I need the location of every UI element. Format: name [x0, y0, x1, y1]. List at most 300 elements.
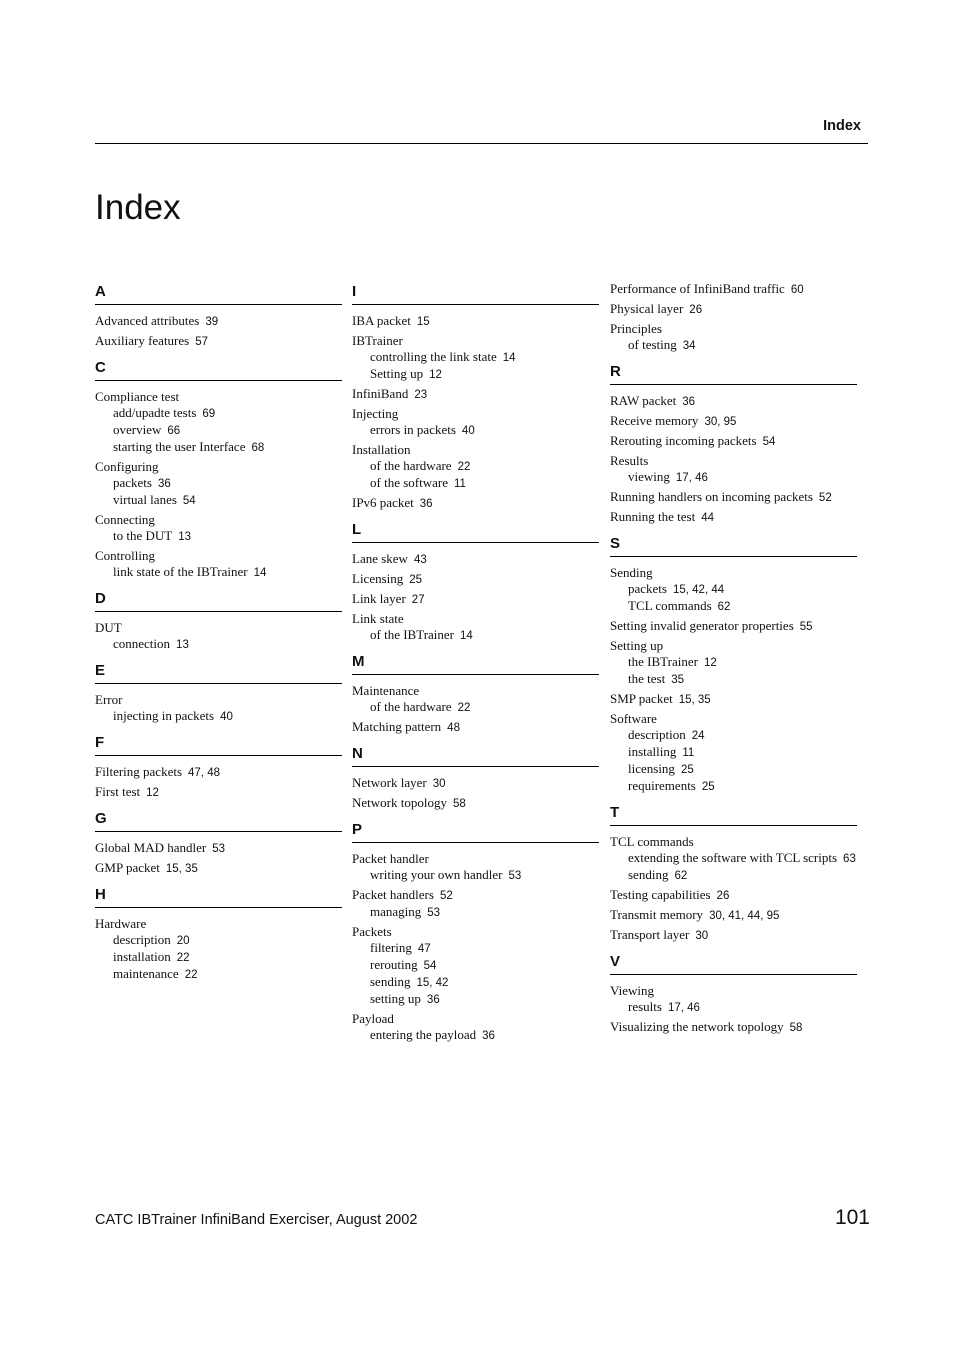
- index-entry: [610, 509, 857, 526]
- section-letter: A: [95, 281, 342, 305]
- index-section: [352, 819, 599, 1044]
- index-page-ref: 62: [717, 601, 731, 613]
- index-entry-group: [352, 442, 599, 492]
- index-entry: [352, 1011, 599, 1027]
- index-subentry: [610, 469, 857, 486]
- page-title: Index: [95, 188, 181, 227]
- index-page-ref: 60: [790, 284, 804, 296]
- index-term: Testing capabilities: [610, 887, 711, 902]
- index-term: Principles: [610, 321, 662, 336]
- index-term: entering the payload: [370, 1027, 477, 1042]
- index-subentry: [352, 867, 599, 884]
- index-page-ref: 25: [701, 781, 715, 793]
- index-subentry: [352, 475, 599, 492]
- index-subentry: [95, 422, 342, 439]
- index-term: to the DUT: [113, 528, 173, 543]
- index-page-ref: 68: [251, 442, 265, 454]
- index-entry: [352, 719, 599, 736]
- index-entry: [610, 489, 857, 506]
- index-page-ref: 47, 48: [188, 767, 220, 779]
- section-letter: M: [352, 651, 599, 675]
- index-entry: [610, 834, 857, 850]
- index-section: [610, 281, 857, 354]
- index-entry-group: [352, 571, 599, 588]
- index-term: Advanced attributes: [95, 313, 200, 328]
- index-page-ref: 54: [762, 436, 776, 448]
- index-entry: [352, 611, 599, 627]
- index-subentry: [95, 528, 342, 545]
- index-page-ref: 52: [818, 492, 832, 504]
- index-subentry: [95, 966, 342, 983]
- index-term: Auxiliary features: [95, 333, 190, 348]
- index-page-ref: 66: [167, 425, 181, 437]
- index-term: sending: [370, 974, 411, 989]
- index-term: GMP packet: [95, 860, 160, 875]
- index-entry-group: [352, 887, 599, 921]
- index-entry: [352, 333, 599, 349]
- index-term: of testing: [628, 337, 677, 352]
- index-page-ref: 12: [703, 657, 717, 669]
- index-page-ref: 30: [432, 778, 446, 790]
- index-entry: [610, 281, 857, 298]
- index-entry: [95, 548, 342, 564]
- index-page-ref: 11: [453, 478, 466, 490]
- page-number: 101: [834, 1206, 870, 1229]
- index-term: Receive memory: [610, 413, 699, 428]
- section-letter: I: [352, 281, 599, 305]
- index-entry-group: [610, 281, 857, 298]
- index-term: IBTrainer: [352, 333, 403, 348]
- index-entry-group: [610, 907, 857, 924]
- index-page-ref: 54: [423, 960, 437, 972]
- index-entry: [352, 551, 599, 568]
- index-page-ref: 36: [682, 396, 696, 408]
- index-page-ref: 26: [689, 304, 703, 316]
- index-page-ref: 23: [414, 389, 428, 401]
- index-entry-group: [95, 840, 342, 857]
- index-entry: [352, 571, 599, 588]
- index-page-ref: 30: [695, 930, 709, 942]
- index-column-2: [352, 281, 599, 1051]
- index-subentry: [610, 778, 857, 795]
- index-entry: [352, 495, 599, 512]
- index-page-ref: 12: [146, 787, 159, 799]
- index-term: overview: [113, 422, 162, 437]
- index-entry-group: [610, 638, 857, 688]
- index-term: installing: [628, 744, 677, 759]
- index-entry-group: [610, 711, 857, 795]
- index-entry-group: [95, 333, 342, 350]
- index-page-ref: 25: [409, 574, 423, 586]
- section-letter: H: [95, 884, 342, 908]
- index-page-ref: 43: [413, 554, 427, 566]
- index-entry: [610, 691, 857, 708]
- index-term: Physical layer: [610, 301, 684, 316]
- index-page-ref: 39: [205, 316, 219, 328]
- index-term: the test: [628, 671, 666, 686]
- index-entry-group: [352, 851, 599, 884]
- index-page-ref: 44: [701, 512, 715, 524]
- index-term: Transport layer: [610, 927, 690, 942]
- index-term: description: [628, 727, 686, 742]
- index-page-ref: 52: [439, 890, 453, 902]
- index-entry: [610, 433, 857, 450]
- index-entry-group: [352, 1011, 599, 1044]
- index-subentry: [352, 349, 599, 366]
- index-entry: [352, 442, 599, 458]
- section-letter: N: [352, 743, 599, 767]
- index-term: setting up: [370, 991, 421, 1006]
- index-term: Software: [610, 711, 657, 726]
- index-subentry: [610, 867, 857, 884]
- index-page-ref: 17, 46: [667, 1002, 700, 1014]
- index-subentry: [610, 999, 857, 1016]
- index-term: controlling the link state: [370, 349, 497, 364]
- index-term: Connecting: [95, 512, 155, 527]
- index-entry: [352, 313, 599, 330]
- section-letter: F: [95, 732, 342, 756]
- index-term: of the IBTrainer: [370, 627, 455, 642]
- index-term: Running handlers on incoming packets: [610, 489, 813, 504]
- index-page-ref: 14: [460, 630, 473, 642]
- index-subentry: [95, 475, 342, 492]
- index-term: requirements: [628, 778, 696, 793]
- index-term: Payload: [352, 1011, 394, 1026]
- index-page-ref: 40: [461, 425, 475, 437]
- index-entry-group: [610, 691, 857, 708]
- index-entry-group: [95, 548, 342, 581]
- index-term: Hardware: [95, 916, 147, 931]
- index-entry-group: [610, 489, 857, 506]
- index-term: TCL commands: [628, 598, 712, 613]
- index-page-ref: 53: [508, 870, 522, 882]
- index-page-ref: 57: [195, 336, 209, 348]
- index-entry: [95, 459, 342, 475]
- index-entry: [95, 313, 342, 330]
- index-subentry: [352, 991, 599, 1008]
- index-entry: [610, 1019, 857, 1036]
- index-term: packets: [113, 475, 152, 490]
- index-term: IPv6 packet: [352, 495, 414, 510]
- header-rule: [95, 143, 868, 144]
- index-entry: [610, 565, 857, 581]
- index-section: [95, 588, 342, 653]
- index-entry-group: [610, 433, 857, 450]
- index-section: [95, 884, 342, 983]
- index-entry-group: [610, 1019, 857, 1036]
- index-term: Filtering packets: [95, 764, 183, 779]
- index-page-ref: 24: [691, 730, 705, 742]
- index-term: licensing: [628, 761, 675, 776]
- index-subentry: [95, 564, 342, 581]
- section-letter: E: [95, 660, 342, 684]
- index-page-ref: 36: [482, 1030, 495, 1042]
- index-page-ref: 36: [426, 994, 440, 1006]
- index-term: starting the user Interface: [113, 439, 246, 454]
- index-entry-group: [610, 393, 857, 410]
- index-page-ref: 15, 42, 44: [672, 584, 725, 596]
- running-header: Index: [823, 118, 861, 134]
- index-term: DUT: [95, 620, 122, 635]
- index-page-ref: 22: [184, 969, 198, 981]
- index-subentry: [95, 949, 342, 966]
- section-letter: G: [95, 808, 342, 832]
- index-page-ref: 15, 42: [416, 977, 449, 989]
- index-section: [95, 808, 342, 877]
- index-section: [95, 660, 342, 725]
- index-subentry: [95, 932, 342, 949]
- index-entry: [352, 406, 599, 422]
- index-entry-group: [95, 620, 342, 653]
- index-subentry: [610, 761, 857, 778]
- index-entry-group: [352, 795, 599, 812]
- index-subentry: [610, 654, 857, 671]
- index-entry: [352, 924, 599, 940]
- index-entry-group: [352, 683, 599, 716]
- index-entry: [95, 692, 342, 708]
- index-term: Viewing: [610, 983, 654, 998]
- index-section: [95, 732, 342, 801]
- index-page-ref: 30, 41, 44, 95: [709, 910, 780, 922]
- index-term: Sending: [610, 565, 653, 580]
- index-entry-group: [610, 983, 857, 1016]
- index-entry-group: [352, 775, 599, 792]
- index-subentry: [95, 405, 342, 422]
- index-page-ref: 25: [680, 764, 694, 776]
- index-page-ref: 63: [843, 853, 856, 865]
- index-page-ref: 55: [799, 621, 813, 633]
- index-term: rerouting: [370, 957, 418, 972]
- index-term: Global MAD handler: [95, 840, 207, 855]
- index-page-ref: 11: [682, 747, 695, 759]
- index-entry: [95, 764, 342, 781]
- index-subentry: [352, 974, 599, 991]
- index-page-ref: 20: [176, 935, 190, 947]
- index-page-ref: 69: [202, 408, 216, 420]
- index-subentry: [610, 671, 857, 688]
- index-page-ref: 14: [253, 567, 267, 579]
- index-section: [352, 651, 599, 736]
- index-term: Matching pattern: [352, 719, 442, 734]
- index-term: of the hardware: [370, 699, 452, 714]
- index-term: Link state: [352, 611, 404, 626]
- index-entry-group: [610, 509, 857, 526]
- index-subentry: [95, 439, 342, 456]
- index-entry: [95, 916, 342, 932]
- index-entry-group: [95, 512, 342, 545]
- index-term: virtual lanes: [113, 492, 177, 507]
- footer-doc-title: CATC IBTrainer InfiniBand Exerciser, August 2002: [95, 1212, 418, 1228]
- index-term: viewing: [628, 469, 670, 484]
- index-entry-group: [95, 784, 342, 801]
- index-entry-group: [95, 313, 342, 330]
- index-entry-group: [610, 321, 857, 354]
- index-term: TCL commands: [610, 834, 694, 849]
- index-entry-group: [352, 333, 599, 383]
- index-entry: [95, 389, 342, 405]
- index-page-ref: 53: [427, 907, 441, 919]
- index-entry-group: [610, 887, 857, 904]
- index-page-ref: 13: [176, 639, 189, 651]
- index-term: writing your own handler: [370, 867, 503, 882]
- index-entry: [352, 683, 599, 699]
- index-page-ref: 58: [789, 1022, 803, 1034]
- index-term: InfiniBand: [352, 386, 409, 401]
- index-term: Setting invalid generator properties: [610, 618, 794, 633]
- index-term: Rerouting incoming packets: [610, 433, 757, 448]
- index-term: link state of the IBTrainer: [113, 564, 248, 579]
- index-entry-group: [610, 834, 857, 884]
- index-entry: [95, 620, 342, 636]
- index-page-ref: 58: [452, 798, 466, 810]
- index-subentry: [610, 727, 857, 744]
- index-entry-group: [95, 459, 342, 509]
- index-entry-group: [610, 413, 857, 430]
- index-page-ref: 15, 35: [165, 863, 198, 875]
- index-entry-group: [352, 611, 599, 644]
- index-subentry: [610, 581, 857, 598]
- index-term: Link layer: [352, 591, 406, 606]
- index-term: description: [113, 932, 171, 947]
- section-letter: R: [610, 361, 857, 385]
- index-page-ref: 22: [176, 952, 190, 964]
- index-term: Transmit memory: [610, 907, 704, 922]
- index-subentry: [95, 492, 342, 509]
- index-term: Network topology: [352, 795, 447, 810]
- index-subentry: [95, 636, 342, 653]
- index-page-ref: 54: [182, 495, 196, 507]
- index-term: RAW packet: [610, 393, 677, 408]
- index-page-ref: 26: [716, 890, 730, 902]
- index-section: [610, 361, 857, 526]
- index-page-ref: 22: [457, 702, 471, 714]
- index-subentry: [352, 957, 599, 974]
- index-term: Installation: [352, 442, 411, 457]
- section-letter: D: [95, 588, 342, 612]
- index-term: extending the software with TCL scripts: [628, 850, 838, 865]
- index-subentry: [352, 422, 599, 439]
- index-entry-group: [352, 386, 599, 403]
- index-entry: [352, 887, 599, 904]
- index-entry-group: [610, 453, 857, 486]
- index-entry-group: [352, 719, 599, 736]
- index-page-ref: 30, 95: [704, 416, 737, 428]
- index-term: Packet handler: [352, 851, 429, 866]
- index-term: Performance of InfiniBand traffic: [610, 281, 785, 296]
- index-subentry: [610, 744, 857, 761]
- index-term: First test: [95, 784, 141, 799]
- index-entry-group: [352, 924, 599, 1008]
- index-term: Visualizing the network topology: [610, 1019, 784, 1034]
- index-column-3: [610, 281, 857, 1043]
- index-term: of the hardware: [370, 458, 452, 473]
- index-term: Injecting: [352, 406, 399, 421]
- index-subentry: [610, 598, 857, 615]
- index-entry-group: [352, 406, 599, 439]
- index-entry-group: [352, 591, 599, 608]
- index-page-ref: 36: [157, 478, 171, 490]
- index-page-ref: 13: [178, 531, 192, 543]
- index-entry: [95, 860, 342, 877]
- index-term: Network layer: [352, 775, 427, 790]
- index-term: injecting in packets: [113, 708, 215, 723]
- index-term: Results: [610, 453, 649, 468]
- index-entry: [610, 393, 857, 410]
- index-entry: [610, 927, 857, 944]
- index-entry-group: [352, 495, 599, 512]
- index-entry: [610, 907, 857, 924]
- index-page-ref: 27: [411, 594, 425, 606]
- index-entry: [95, 784, 342, 801]
- index-term: the IBTrainer: [628, 654, 698, 669]
- index-page-ref: 40: [220, 711, 233, 723]
- index-section: [610, 802, 857, 944]
- index-term: Error: [95, 692, 123, 707]
- index-entry: [610, 638, 857, 654]
- index-term: connection: [113, 636, 171, 651]
- index-term: Compliance test: [95, 389, 180, 404]
- index-page-ref: 12: [429, 369, 442, 381]
- index-entry-group: [610, 927, 857, 944]
- index-page-ref: 14: [502, 352, 516, 364]
- index-entry: [352, 775, 599, 792]
- index-entry: [610, 321, 857, 337]
- index-entry-group: [95, 860, 342, 877]
- index-subentry: [95, 708, 342, 725]
- index-term: Maintenance: [352, 683, 420, 698]
- index-section: [352, 281, 599, 512]
- index-entry-group: [610, 565, 857, 615]
- index-term: Licensing: [352, 571, 404, 586]
- index-term: add/upadte tests: [113, 405, 197, 420]
- index-entry: [610, 618, 857, 635]
- index-term: Controlling: [95, 548, 155, 563]
- index-subentry: [352, 458, 599, 475]
- index-term: IBA packet: [352, 313, 411, 328]
- index-entry: [610, 711, 857, 727]
- index-entry: [352, 851, 599, 867]
- index-entry: [610, 301, 857, 318]
- index-entry: [610, 983, 857, 999]
- index-section: [95, 357, 342, 581]
- index-page-ref: 15, 35: [678, 694, 711, 706]
- index-subentry: [352, 940, 599, 957]
- index-section: [610, 533, 857, 795]
- index-subentry: [352, 904, 599, 921]
- index-entry: [95, 840, 342, 857]
- index-entry-group: [352, 313, 599, 330]
- index-subentry: [352, 627, 599, 644]
- index-term: installation: [113, 949, 171, 964]
- index-term: results: [628, 999, 662, 1014]
- index-subentry: [352, 1027, 599, 1044]
- index-term: Configuring: [95, 459, 159, 474]
- index-entry-group: [95, 764, 342, 781]
- index-term: Lane skew: [352, 551, 408, 566]
- index-entry: [352, 386, 599, 403]
- index-entry-group: [95, 389, 342, 456]
- section-letter: V: [610, 951, 857, 975]
- index-entry-group: [610, 618, 857, 635]
- index-page-ref: 17, 46: [675, 472, 708, 484]
- index-term: errors in packets: [370, 422, 456, 437]
- section-letter: L: [352, 519, 599, 543]
- index-entry-group: [610, 301, 857, 318]
- index-entry: [352, 591, 599, 608]
- index-page-ref: 47: [417, 943, 431, 955]
- index-subentry: [352, 699, 599, 716]
- index-subentry: [610, 850, 857, 867]
